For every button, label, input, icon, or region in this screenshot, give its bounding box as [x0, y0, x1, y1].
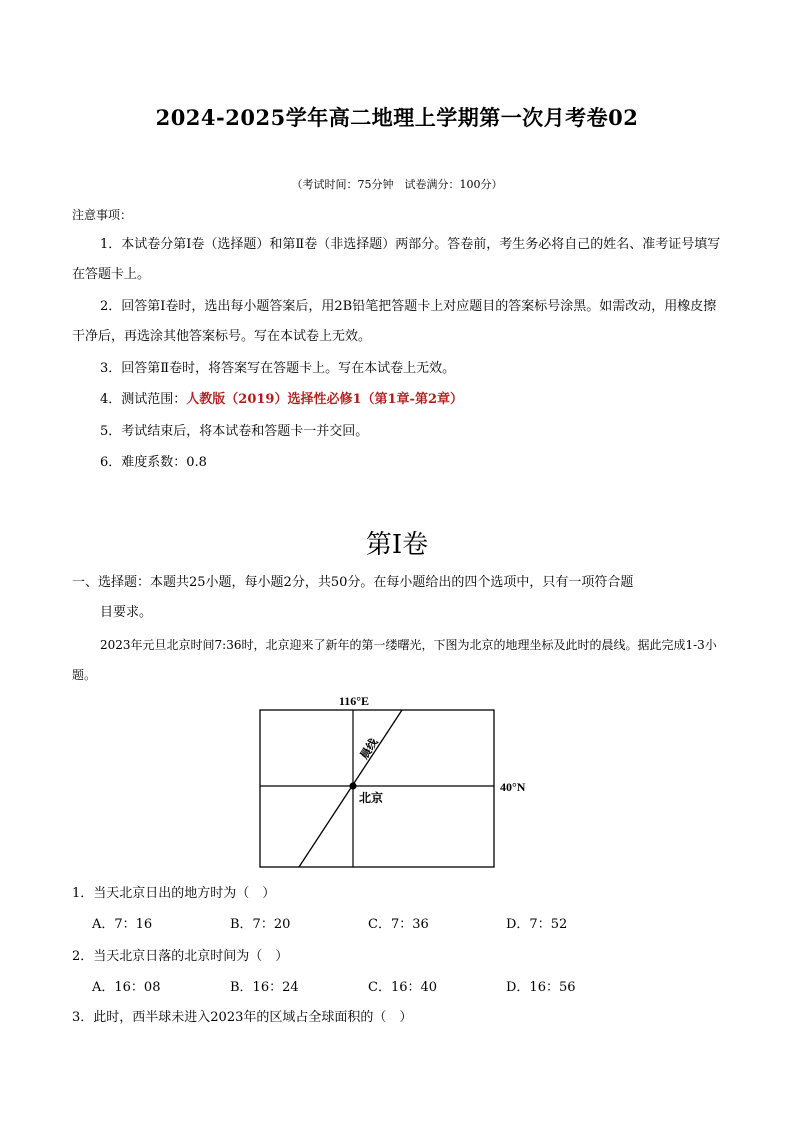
question-3: 3．此时，西半球未进入2023年的区域占全球面积的（ ） [72, 1010, 413, 1025]
question-1: 1．当天北京日出的地方时为（ ） [72, 886, 276, 901]
instruction-line-2: 目要求。 [100, 605, 153, 620]
exam-subtitle: （考试时间：75分钟 试卷满分：100分） [291, 178, 503, 191]
note-item-4 [72, 385, 724, 415]
option-c: C．16：40 [368, 980, 438, 995]
instruction-line-1: 一、选择题：本题共25小题，每小题2分，共50分。在每小题给出的四个选项中，只有一项符合题 [72, 575, 634, 590]
question-2-options [92, 976, 652, 995]
question-1-options [92, 913, 652, 932]
note-item-5: 5．考试结束后，将本试卷和答题卡一并交回。 [100, 424, 369, 439]
beijing-map-figure [254, 690, 544, 870]
option-a: A．16：08 [92, 980, 161, 995]
beijing-point [349, 782, 356, 789]
dawn-line-label: 晨线 [357, 736, 381, 762]
option-d: D．16：56 [506, 980, 576, 995]
question-stem: 2023年元旦北京时间7:36时，北京迎来了新年的第一缕曙光，下图为北京的地理坐标及此时的晨线。据此完成1-3小题。 [72, 638, 717, 682]
option-a: A．7：16 [92, 917, 153, 932]
option-c: C．7：36 [368, 917, 429, 932]
note-item-1: 1．本试卷分第Ⅰ卷（选择题）和第Ⅱ卷（非选择题）两部分。答卷前，考生务必将自己的姓名、准考证号填写在答题卡上。 [72, 237, 721, 282]
test-scope-highlight: 人教版（2019）选择性必修1（第1章-第2章） [186, 392, 463, 407]
city-label: 北京 [359, 791, 384, 805]
note-item-4-prefix: 4．测试范围： [100, 392, 187, 407]
notes-heading: 注意事项： [72, 208, 133, 222]
section-instruction [72, 568, 724, 628]
note-item-2: 2．回答第Ⅰ卷时，选出每小题答案后，用2B铅笔把答题卡上对应题目的答案标号涂黑。如需改动，用橡皮擦干净后，再选涂其他答案标号。写在本试卷上无效。 [72, 299, 717, 344]
note-item-6: 6．难度系数：0.8 [100, 455, 207, 470]
option-b: B．7：20 [230, 917, 291, 932]
longitude-label: 116°E [338, 694, 370, 708]
latitude-label: 40°N [500, 780, 526, 794]
exam-title: 2024-2025学年高二地理上学期第一次月考卷02 [155, 105, 639, 130]
map-frame [260, 710, 494, 867]
section-title: 第Ⅰ卷 [365, 530, 429, 560]
option-b: B．16：24 [230, 980, 299, 995]
question-2: 2．当天北京日落的北京时间为（ ） [72, 949, 289, 964]
option-d: D．7：52 [506, 917, 568, 932]
note-item-3: 3．回答第Ⅱ卷时，将答案写在答题卡上。写在本试卷上无效。 [100, 361, 456, 376]
